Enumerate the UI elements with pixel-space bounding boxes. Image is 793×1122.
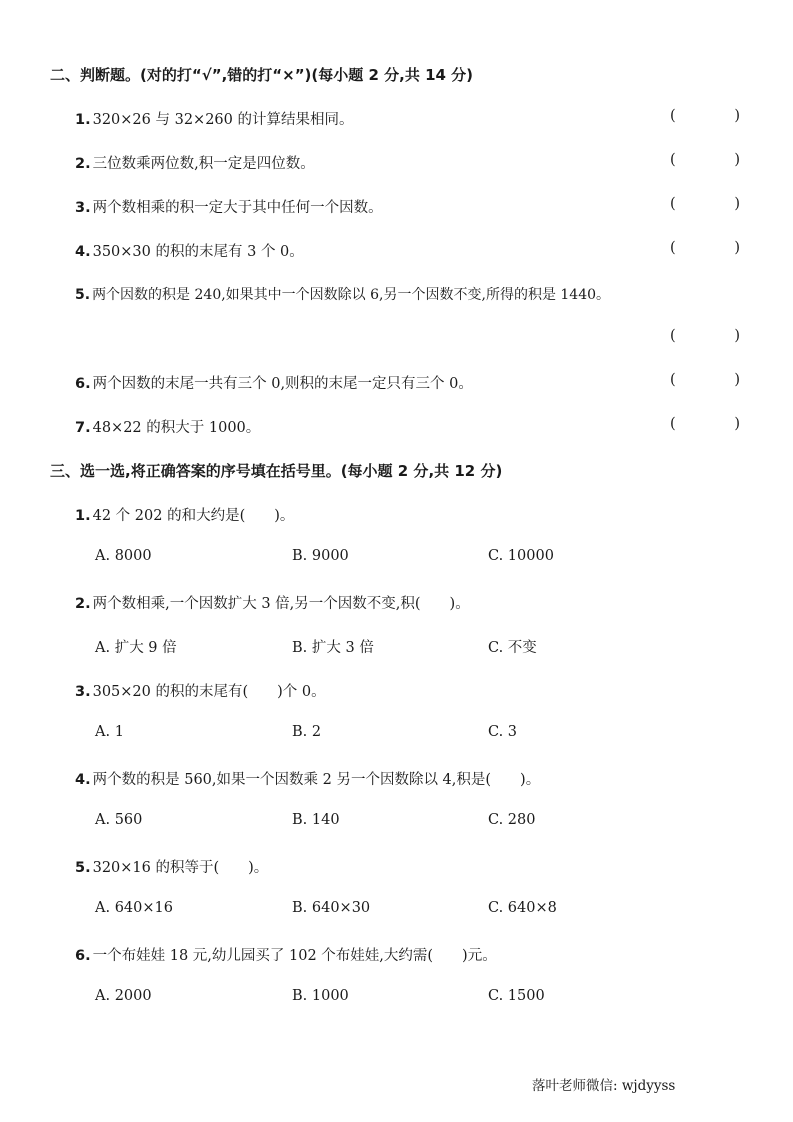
paren-open: (	[670, 240, 676, 256]
item-number: 5.	[75, 287, 91, 303]
answer-blank-4[interactable]	[670, 240, 740, 256]
paren-close: )	[734, 240, 740, 256]
question-text: 两个数相乘,一个因数扩大 3 倍,另一个因数不变,积( )。	[92, 596, 470, 612]
answer-blank-6[interactable]	[670, 372, 740, 388]
paren-open: (	[670, 372, 676, 388]
item-number: 2.	[75, 156, 91, 172]
judge-item-6	[75, 372, 473, 393]
question-number: 4.	[75, 772, 91, 788]
item-text: 320×26 与 32×260 的计算结果相同。	[92, 112, 354, 128]
option-c[interactable]: C. 10000	[488, 548, 554, 564]
item-text: 两个数相乘的积一定大于其中任何一个因数。	[92, 200, 383, 216]
judge-item-4	[75, 240, 304, 261]
option-b[interactable]: B. 140	[292, 812, 340, 828]
question-number: 6.	[75, 948, 91, 964]
answer-blank-5[interactable]	[670, 328, 740, 344]
question-number: 2.	[75, 596, 91, 612]
paren-open: (	[670, 196, 676, 212]
question-text: 305×20 的积的末尾有( )个 0。	[92, 684, 326, 700]
option-a[interactable]: A. 1	[95, 724, 124, 740]
option-c[interactable]: C. 280	[488, 812, 536, 828]
option-a[interactable]: A. 2000	[95, 988, 152, 1004]
paren-open: (	[670, 328, 676, 344]
paren-open: (	[670, 108, 676, 124]
judge-item-1	[75, 108, 354, 129]
paren-close: )	[734, 372, 740, 388]
footer-note: 落叶老师微信: wjdyyss	[532, 1078, 676, 1094]
question-number: 5.	[75, 860, 91, 876]
question-number: 3.	[75, 684, 91, 700]
option-a[interactable]: A. 扩大 9 倍	[95, 640, 177, 656]
section2-heading: 二、判断题。(对的打“√”,错的打“×”)(每小题 2 分,共 14 分)	[50, 66, 474, 84]
paren-close: )	[734, 328, 740, 344]
option-b[interactable]: B. 1000	[292, 988, 349, 1004]
choice-question-5	[75, 856, 268, 877]
option-a[interactable]: A. 560	[95, 812, 143, 828]
answer-blank-7[interactable]	[670, 416, 740, 432]
item-text: 350×30 的积的末尾有 3 个 0。	[92, 244, 304, 260]
judge-item-2	[75, 152, 315, 173]
item-text: 48×22 的积大于 1000。	[92, 420, 261, 436]
choice-question-4	[75, 768, 540, 789]
item-number: 3.	[75, 200, 91, 216]
answer-blank-1[interactable]	[670, 108, 740, 124]
option-c[interactable]: C. 640×8	[488, 900, 557, 916]
option-a[interactable]: A. 8000	[95, 548, 152, 564]
choice-question-3	[75, 680, 326, 701]
answer-blank-2[interactable]	[670, 152, 740, 168]
paren-close: )	[734, 108, 740, 124]
item-number: 4.	[75, 244, 91, 260]
option-b[interactable]: B. 2	[292, 724, 322, 740]
item-number: 7.	[75, 420, 91, 436]
item-text: 两个因数的末尾一共有三个 0,则积的末尾一定只有三个 0。	[92, 376, 473, 392]
paren-close: )	[734, 152, 740, 168]
item-number: 6.	[75, 376, 91, 392]
question-text: 42 个 202 的和大约是( )。	[92, 508, 295, 524]
judge-item-7	[75, 416, 260, 437]
option-b[interactable]: B. 640×30	[292, 900, 371, 916]
choice-question-1	[75, 504, 294, 525]
item-text: 两个因数的积是 240,如果其中一个因数除以 6,另一个因数不变,所得的积是 1440。	[92, 287, 611, 303]
paren-open: (	[670, 152, 676, 168]
judge-item-3	[75, 196, 383, 217]
option-c[interactable]: C. 不变	[488, 640, 537, 656]
item-text: 三位数乘两位数,积一定是四位数。	[92, 156, 315, 172]
choice-question-6	[75, 944, 497, 965]
question-text: 320×16 的积等于( )。	[92, 860, 269, 876]
item-number: 1.	[75, 112, 91, 128]
choice-question-2	[75, 592, 470, 613]
paren-open: (	[670, 416, 676, 432]
paren-close: )	[734, 416, 740, 432]
option-a[interactable]: A. 640×16	[95, 900, 173, 916]
judge-item-5	[75, 284, 610, 304]
question-text: 两个数的积是 560,如果一个因数乘 2 另一个因数除以 4,积是( )。	[92, 772, 541, 788]
option-c[interactable]: C. 1500	[488, 988, 545, 1004]
question-text: 一个布娃娃 18 元,幼儿园买了 102 个布娃娃,大约需( )元。	[92, 948, 497, 964]
question-number: 1.	[75, 508, 91, 524]
paren-close: )	[734, 196, 740, 212]
option-b[interactable]: B. 扩大 3 倍	[292, 640, 374, 656]
option-c[interactable]: C. 3	[488, 724, 518, 740]
option-b[interactable]: B. 9000	[292, 548, 349, 564]
section3-heading: 三、选一选,将正确答案的序号填在括号里。(每小题 2 分,共 12 分)	[50, 462, 503, 480]
answer-blank-3[interactable]	[670, 196, 740, 212]
